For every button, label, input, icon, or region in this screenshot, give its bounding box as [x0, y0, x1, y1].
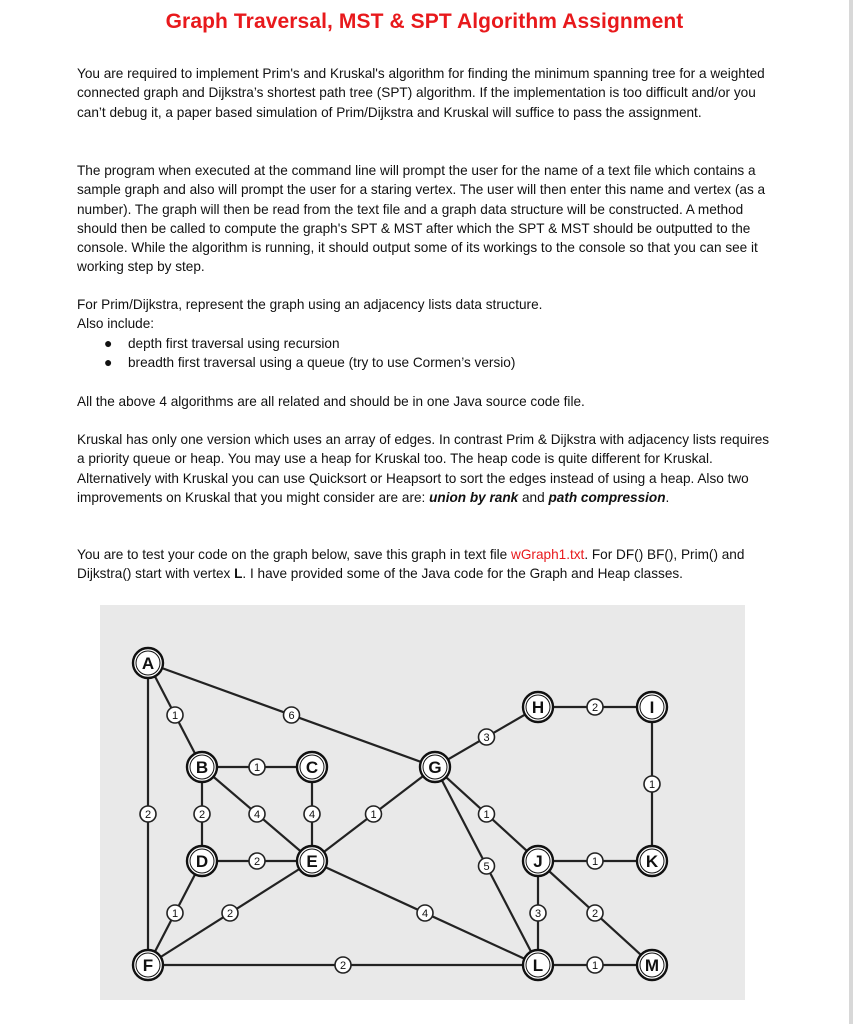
kruskal-end: . — [665, 489, 670, 505]
edge-weight-label: 4 — [421, 908, 429, 920]
weighted-graph-figure — [100, 605, 745, 1000]
vertex-d — [187, 846, 217, 876]
list-item — [77, 353, 777, 372]
graph-svg — [100, 605, 745, 1000]
vertex-label: M — [644, 956, 660, 975]
edge-weight-label: 2 — [339, 960, 347, 972]
edge-weight-label: 1 — [370, 809, 377, 821]
list-item-text: breadth first traversal using a queue (try to use Cormen’s versio) — [128, 355, 516, 371]
related-algorithms-paragraph — [77, 392, 777, 411]
edge-weight-label: 1 — [483, 809, 490, 821]
kruskal-and: and — [518, 489, 549, 505]
vertex-e — [297, 846, 327, 876]
edge-weight — [249, 853, 265, 869]
start-vertex: L — [234, 566, 243, 582]
edge-weight — [587, 957, 603, 973]
vertex-label: K — [645, 852, 659, 871]
vertex-b — [187, 752, 217, 782]
vertex-a — [133, 648, 163, 678]
edge-weight — [479, 729, 495, 745]
edge-weight-label: 3 — [534, 908, 542, 920]
edge-weight-label: 1 — [648, 779, 656, 791]
page-title: Graph Traversal, MST & SPT Algorithm Assignment — [165, 10, 684, 33]
kruskal-paragraph — [77, 430, 777, 507]
program-text: The program when executed at the command line will prompt the user for the name of a text file which contains a sample graph and also will prompt the user for a staring vertex. The user will then enter this name and vertex (as a number). The graph will then be read from the text file and a graph data structure will be constructed. A method should then be called to compute the graph's SPT & MST after which the SPT & MST should be outputted to the console. While the algorithm is running, it should output some of its workings to the console so that you can see it working step by step. — [77, 163, 766, 275]
edge-weight — [417, 905, 433, 921]
edge-weight — [587, 905, 603, 921]
path-compression-term: path compression — [548, 489, 666, 505]
graph-background — [100, 605, 745, 1000]
vertex-label: E — [306, 852, 318, 871]
vertex-label: H — [531, 698, 545, 717]
test-text-end: . I have provided some of the Java code for the Graph and Heap classes. — [242, 566, 683, 582]
kruskal-text — [77, 430, 777, 507]
vertex-i — [637, 692, 667, 722]
intro-paragraph — [77, 64, 777, 122]
edge-weight-label: 4 — [253, 809, 261, 821]
edge-weight — [194, 806, 210, 822]
edge-weight-label: 6 — [288, 710, 295, 722]
vertex-label: C — [305, 758, 319, 777]
edge-weight — [479, 806, 495, 822]
test-text-mid: . For DF() BF(), Prim() and Dijkstra() start with vertex — [77, 547, 745, 582]
test-paragraph — [77, 545, 777, 584]
list-item-text: depth first traversal using recursion — [128, 336, 340, 351]
test-text-start: You are to test your code on the graph below, save this graph in text file — [77, 547, 512, 562]
edge-weight — [249, 759, 265, 775]
vertex-label: L — [532, 956, 544, 975]
vertex-j — [523, 846, 553, 876]
vertex-l — [523, 950, 553, 980]
also-include-line: Also include: — [77, 316, 155, 332]
edge-weight — [249, 806, 265, 822]
bullet-icon: ● — [104, 354, 113, 371]
edge-weight — [587, 699, 603, 715]
edge-weight — [644, 776, 660, 792]
vertex-h — [523, 692, 553, 722]
prim-dijkstra-paragraph — [77, 295, 777, 334]
kruskal-text-main: Kruskal has only one version which uses an array of edges. In contrast Prim & Dijkstra with adjacency lists requires a priority queue or heap. You may use a heap for Kruskal too. The heap code is quite different for Kruskal. Alternatively with Kruskal you can use Quicksort or Heapsort to sort the edges instead of using a heap. Also two improvements on Kruskal that you might consider are are: — [77, 432, 770, 505]
edge-weight — [366, 806, 382, 822]
edge-weight-label: 2 — [591, 908, 599, 920]
edge-weight — [167, 905, 183, 921]
vertex-c — [297, 752, 327, 782]
edge-weight-label: 4 — [308, 809, 316, 821]
vertex-label: A — [141, 654, 155, 673]
edge-weight-label: 1 — [591, 856, 599, 868]
edge-weight — [222, 905, 238, 921]
edge-weight-label: 1 — [171, 908, 179, 920]
vertex-f — [133, 950, 163, 980]
edge-weight — [167, 707, 183, 723]
edge-weight-label: 5 — [483, 861, 490, 873]
edge-weight-label: 1 — [171, 710, 179, 722]
edge-weight — [530, 905, 546, 921]
related-algorithms-text: All the above 4 algorithms are all related and should be in one Java source code file. — [77, 394, 585, 409]
vertex-label: B — [195, 758, 209, 777]
vertex-label: D — [195, 852, 209, 871]
bullet-icon: ● — [104, 335, 113, 351]
vertex-label: J — [533, 852, 543, 871]
intro-text: You are required to implement Prim's and Kruskal's algorithm for finding the minimum spanning tree for a weighted connected graph and Dijkstra’s shortest path tree (SPT) algorithm. If the implementation is too difficult and/or you can’t debug it, a paper based simulation of Prim/Dijkstra and Kruskal will suffice to pass the assignment. — [77, 66, 765, 120]
edge-weight-label: 1 — [591, 960, 599, 972]
edge-weight-label: 2 — [253, 856, 261, 868]
vertex-label: I — [649, 698, 655, 717]
traversal-list — [77, 334, 777, 373]
union-by-rank-term: union by rank — [429, 489, 519, 505]
vertex-label: F — [142, 956, 154, 975]
edge-weight-label: 3 — [483, 732, 490, 744]
test-text — [77, 545, 777, 584]
edge-weight — [140, 806, 156, 822]
edge-weight — [284, 707, 300, 723]
edge-weight-label: 2 — [144, 809, 152, 821]
edge-weight-label: 2 — [226, 908, 234, 920]
edge-weight-label: 2 — [591, 702, 599, 714]
program-paragraph — [77, 161, 777, 277]
vertex-m — [637, 950, 667, 980]
prim-dijkstra-line: For Prim/Dijkstra, represent the graph using an adjacency lists data structure. — [77, 297, 543, 312]
vertex-label: G — [428, 758, 442, 777]
edge-weight — [335, 957, 351, 973]
edge-weight — [304, 806, 320, 822]
vertex-k — [637, 846, 667, 876]
page-edge — [849, 0, 853, 1024]
edge-weight-label: 2 — [198, 809, 206, 821]
list-item — [77, 334, 777, 353]
vertex-g — [420, 752, 450, 782]
edge-weight — [479, 858, 495, 874]
edge-weight — [587, 853, 603, 869]
edge-weight-label: 1 — [253, 762, 261, 774]
graph-filename: wGraph1.txt — [511, 547, 585, 562]
